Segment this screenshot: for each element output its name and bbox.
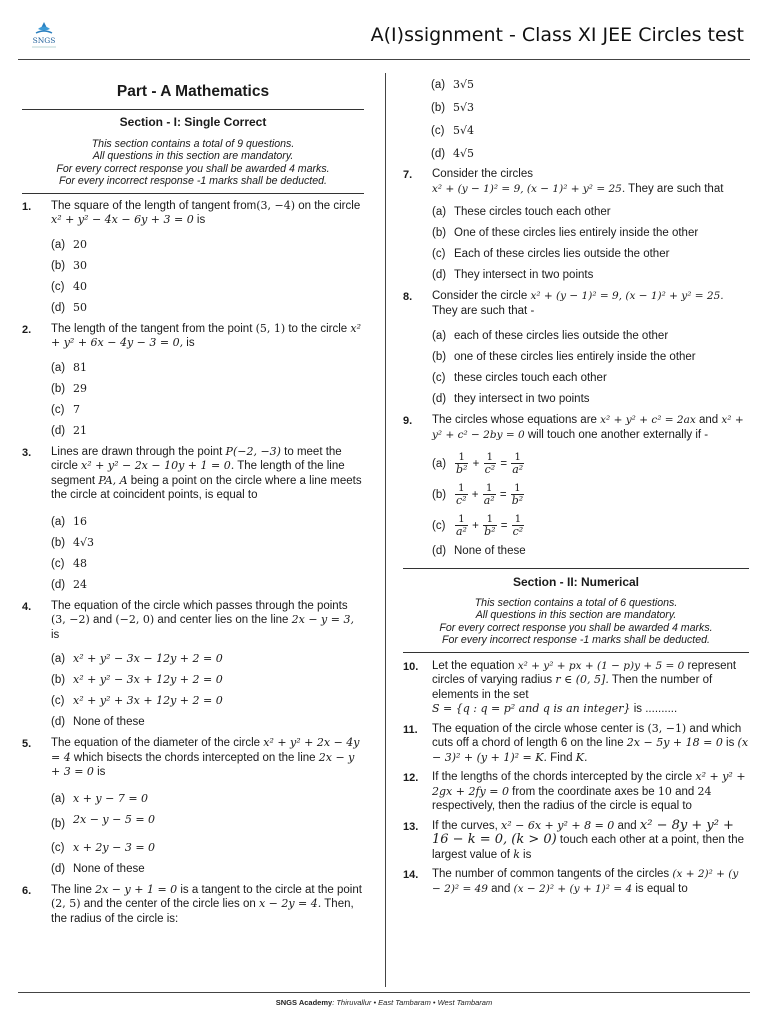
option-label: (d)	[51, 424, 66, 437]
option-label: (b)	[432, 227, 447, 239]
question-text: The circles whose equations are	[432, 414, 601, 426]
question-text: is	[93, 766, 106, 779]
option-a	[432, 329, 749, 343]
instruction-line: This section contains a total of 6 questions.	[474, 597, 678, 609]
question-7	[403, 167, 749, 282]
math-expr: (3, −2)	[51, 613, 90, 627]
option-value: x + 2y − 3 = 0	[73, 840, 156, 854]
math-expr: x² + y² + c² − 2by = 0	[432, 414, 744, 441]
math-expr: (x − 2)² + (y + 1)² = 4	[513, 882, 633, 895]
question-10	[403, 659, 749, 717]
question-text: They are such that	[625, 182, 724, 195]
question-13	[403, 819, 749, 863]
option-value: 50	[73, 300, 87, 314]
fraction	[511, 483, 524, 506]
option-value: They intersect in two points	[454, 269, 594, 281]
question-number: 9.	[403, 415, 413, 427]
option-label: (a)	[51, 653, 66, 666]
question-number: 12.	[403, 772, 419, 785]
option-d	[51, 862, 364, 876]
option-value: x + y − 7 = 0	[73, 791, 149, 805]
numerator: 1	[512, 514, 525, 526]
math-expr: x − 2y = 4.	[258, 897, 322, 911]
option-value: x² + y² − 3x − 12y + 2 = 0	[73, 652, 223, 666]
numerator: 1	[511, 483, 524, 495]
question-6-options	[403, 78, 749, 161]
question-text: and the center of the circle lies on	[80, 898, 259, 911]
section-rule	[403, 652, 749, 653]
math-expr: (x − 3)² + (y + 1)² = K.	[432, 736, 749, 764]
numerator: 1	[455, 514, 468, 526]
section1-title: Section - I: Single Correct	[119, 115, 267, 129]
denominator: b²	[484, 525, 496, 539]
math-expr: x² + (y − 1)² = 9, (x − 1)² + y² = 25.	[530, 290, 724, 302]
option-label: (b)	[51, 259, 66, 272]
option-label: (b)	[431, 102, 446, 114]
option-label: (d)	[51, 716, 66, 729]
option-label: (a)	[51, 238, 66, 251]
question-text: will touch one another externally if -	[524, 428, 709, 441]
question-2	[22, 322, 364, 438]
option-label: (d)	[432, 545, 447, 557]
option-a	[51, 238, 364, 252]
option-label: (d)	[51, 301, 66, 314]
option-value: they intersect in two points	[454, 393, 590, 405]
option-label: (b)	[51, 674, 66, 687]
math-expr: r ∈ (0, 5].	[555, 673, 609, 687]
question-number: 4.	[22, 600, 32, 613]
option-b	[51, 536, 364, 550]
option-label: (b)	[432, 489, 447, 501]
option-label: (c)	[51, 403, 65, 416]
fraction	[512, 514, 525, 537]
fraction	[483, 483, 496, 506]
question-text: is	[519, 848, 532, 861]
instruction-line: For every correct response you shall be awarded 4 marks.	[56, 162, 330, 175]
question-text: which bisects the chords intercepted on the line	[70, 751, 319, 764]
math-expr: k	[513, 847, 520, 861]
question-text: The equation of the circle whose center is	[432, 722, 648, 735]
fraction	[455, 452, 468, 475]
question-number: 6.	[22, 884, 32, 897]
option-label: (a)	[51, 361, 66, 374]
question-text: The line	[51, 883, 96, 896]
question-number: 13.	[403, 820, 419, 833]
question-text: on the circle	[295, 199, 361, 212]
math-expr: (3, −1)	[647, 721, 687, 735]
math-expr: 10	[657, 784, 672, 798]
option-d	[432, 392, 749, 406]
question-text: The square of the length of tangent from	[51, 199, 257, 212]
option-value: 5√4	[453, 124, 475, 137]
question-3	[22, 445, 364, 592]
fraction	[484, 452, 497, 475]
question-text: Find	[546, 751, 576, 764]
math-expr: (2, 5)	[51, 897, 81, 911]
option-value: 24	[73, 577, 87, 591]
math-expr: x² − 8y + y² + 16 − k = 0, (k > 0)	[432, 817, 734, 848]
question-14	[403, 867, 749, 896]
option-a: (a) $\frac{1}{\text{b²}}$ + $\frac{1}{\text{c²}}$ = $\frac{1}{\text{a²}}$	[432, 450, 749, 478]
instruction-line: This section contains a total of 9 questions.	[91, 138, 295, 150]
question-text: is ..........	[630, 703, 678, 716]
option-d	[432, 268, 749, 282]
option-label: (d)	[432, 269, 447, 281]
left-column	[22, 80, 364, 926]
math-expr: (x + 2)² + (y − 2)² = 49	[432, 868, 739, 895]
option-label: (b)	[51, 817, 66, 830]
math-expr: (−2, 0)	[115, 613, 155, 627]
option-value: 4√3	[73, 535, 95, 549]
option-c	[51, 280, 364, 294]
option-d	[432, 544, 749, 558]
question-text: respectively, then the radius of the circle is equal to	[432, 800, 692, 813]
fraction	[483, 514, 496, 537]
option-label: (a)	[432, 458, 447, 470]
math-expr: x² + y² + c² = 2ax	[600, 414, 696, 426]
numerator: 1	[483, 483, 496, 495]
question-text: Consider the circle	[432, 290, 531, 302]
instruction-line: For every incorrect response -1 marks shall be deducted.	[442, 634, 710, 647]
question-text: to meet the circle	[51, 445, 342, 473]
option-b	[432, 350, 749, 364]
option-value: 81	[73, 360, 87, 374]
math-expr: x² − 6x + y² + 8 = 0	[501, 818, 615, 832]
question-text: touch each other at a point, then the largest value of	[432, 834, 745, 861]
math-expr: x² + y² + px + (1 − p)y + 5 = 0	[517, 659, 685, 672]
option-b	[432, 226, 749, 240]
question-text: and which cuts off a chord of length 6 on the line	[432, 722, 742, 750]
math-expr: 2x − y + 1 = 0	[95, 882, 178, 896]
option-label: (d)	[51, 578, 66, 591]
option-value: x² + y² − 3x + 12y + 2 = 0	[73, 673, 223, 687]
question-text: Let the equation	[432, 659, 518, 672]
math-expr: x² + (y − 1)² = 9, (x − 1)² + y² = 25.	[432, 182, 626, 195]
option-label: (c)	[432, 372, 446, 384]
footer	[0, 998, 768, 1007]
question-text: is	[193, 214, 206, 227]
math-expr: 24	[697, 784, 712, 798]
footer-academy: SNGS Academy	[275, 998, 333, 1007]
math-expr: 2x − y + 3 = 0	[51, 750, 355, 779]
fraction	[511, 452, 524, 475]
option-label: (c)	[432, 248, 446, 260]
denominator: c²	[456, 494, 467, 508]
math-expr: 2x − 5y + 18 = 0	[626, 736, 723, 750]
option-value: one of these circles lies entirely inside the other	[454, 351, 696, 363]
option-a	[51, 652, 364, 666]
footer-locations: : Thiruvallur • East Tambaram • West Tambaram	[332, 998, 493, 1007]
section-rule	[22, 193, 364, 194]
instruction-line: For every correct response you shall be awarded 4 marks.	[439, 621, 713, 634]
option-label: (a)	[51, 515, 66, 528]
math-expr: x² + y² + 2gx + 2fy = 0	[432, 770, 746, 798]
option-label: (b)	[432, 351, 447, 363]
option-value: 3√5	[453, 78, 475, 91]
option-a	[51, 361, 364, 375]
numerator: 1	[484, 452, 497, 464]
denominator: a²	[483, 494, 495, 508]
question-text: is	[51, 628, 60, 641]
option-c	[432, 247, 749, 261]
option-d	[51, 715, 364, 729]
option-label: (a)	[432, 206, 447, 218]
question-number: 11.	[403, 723, 418, 736]
math-expr: (5, 1)	[255, 321, 286, 335]
document-title: A(I)ssignment - Class XI JEE Circles test	[370, 24, 744, 46]
question-11	[403, 722, 749, 766]
option-a	[432, 205, 749, 219]
question-text: to the circle	[285, 322, 351, 335]
option-value: These circles touch each other	[454, 206, 611, 218]
option-label: (b)	[51, 382, 66, 395]
section-rule	[22, 109, 364, 110]
question-number: 14.	[403, 869, 419, 882]
option-label: (c)	[51, 841, 65, 854]
right-column	[403, 78, 749, 896]
math-expr: x² + y² + 6x − 4y − 3 = 0,	[51, 321, 361, 350]
option-c: (c) $\frac{1}{\text{a²}}$ + $\frac{1}{\text{b²}}$ = $\frac{1}{\text{c²}}$	[432, 512, 749, 540]
question-text: is	[183, 337, 195, 350]
option-c	[51, 403, 364, 417]
option-value: 20	[73, 237, 87, 251]
instruction-line: All questions in this section are mandatory.	[475, 609, 677, 622]
question-6	[22, 883, 364, 927]
option-value: Each of these circles lies outside the other	[454, 248, 670, 260]
question-text: and center lies on the line	[154, 614, 292, 627]
denominator: b²	[511, 494, 524, 508]
option-c	[51, 841, 364, 855]
option-label: (c)	[51, 280, 65, 293]
question-number: 3.	[22, 446, 32, 459]
option-label: (b)	[51, 536, 66, 549]
question-number: 2.	[22, 323, 32, 336]
option-d	[51, 424, 364, 438]
header-rule	[18, 59, 750, 60]
fraction	[455, 514, 468, 537]
option-a	[51, 515, 364, 529]
math-expr: 2x − y = 3,	[291, 613, 354, 627]
option-value: 40	[73, 279, 87, 293]
option-label: (c)	[51, 695, 65, 708]
math-expr: x² + y² + 2x − 4y = 4	[51, 736, 360, 764]
math-expr: P(−2, −3)	[225, 444, 281, 458]
question-text: is	[722, 737, 738, 750]
question-text: The length of the line segment	[51, 460, 345, 487]
instruction-line: For every incorrect response -1 marks shall be deducted.	[59, 175, 327, 188]
option-d	[51, 301, 364, 315]
option-label: (d)	[432, 393, 447, 405]
question-1	[22, 199, 364, 315]
option-b	[51, 673, 364, 687]
option-c	[432, 371, 749, 385]
section-rule	[403, 568, 749, 569]
question-text: being a point on the circle where a line meets the circle at coincident points, is equal to	[51, 474, 362, 502]
option-c	[51, 694, 364, 708]
footer-rule	[18, 992, 750, 993]
question-9	[403, 413, 749, 558]
option-value: 48	[73, 556, 87, 570]
option-value: One of these circles lies entirely inside the other	[454, 227, 699, 239]
denominator: c²	[512, 525, 524, 539]
denominator: b²	[456, 463, 468, 477]
math-expr: x² + y² − 2x − 10y + 1 = 0.	[81, 459, 235, 473]
option-value: 30	[73, 258, 87, 272]
logo-text: SNGS	[32, 36, 56, 45]
option-value: None of these	[73, 862, 145, 875]
option-value: 7	[73, 402, 80, 416]
question-text: and	[487, 882, 514, 895]
option-b	[51, 259, 364, 273]
option-value: x² + y² + 3x + 12y + 2 = 0	[73, 694, 223, 708]
option-d	[51, 578, 364, 592]
option-label: (d)	[431, 148, 446, 160]
question-text: and	[695, 414, 722, 426]
denominator: a²	[456, 525, 467, 539]
math-expr: PA, A	[98, 473, 128, 487]
column-divider	[385, 73, 386, 987]
question-text: They are such that -	[432, 304, 535, 317]
option-label: (c)	[51, 557, 65, 570]
question-text: represent circles of varying radius	[432, 659, 737, 687]
option-a	[431, 78, 749, 92]
option-label: (a)	[51, 792, 66, 805]
section1-instructions	[22, 138, 364, 188]
numerator: 1	[511, 452, 524, 464]
question-text: and	[671, 785, 698, 798]
math-expr: K.	[575, 750, 588, 764]
question-number: 1.	[22, 200, 32, 213]
option-label: (a)	[432, 330, 447, 342]
numerator: 1	[455, 483, 468, 495]
question-text: The equation of the diameter of the circle	[51, 737, 264, 750]
sngs-logo	[26, 20, 62, 50]
option-label: (a)	[431, 79, 446, 91]
question-number: 10.	[403, 660, 419, 673]
question-text: The number of common tangents of the circles	[432, 868, 673, 881]
option-label: (d)	[51, 862, 66, 875]
question-number: 7.	[403, 169, 413, 181]
option-value: each of these circles lies outside the other	[454, 330, 669, 342]
question-5	[22, 736, 364, 876]
question-text: The equation of the circle which passes through the points	[51, 599, 348, 612]
question-8	[403, 289, 749, 406]
question-text: and	[614, 819, 640, 832]
option-a	[51, 792, 364, 806]
question-text: If the lengths of the chords intercepted by the circle	[432, 771, 696, 784]
question-text: Then the number of elements in the set	[432, 674, 713, 701]
option-value: None of these	[73, 716, 145, 729]
question-number: 8.	[403, 291, 413, 303]
question-4	[22, 599, 364, 730]
option-value: 4√5	[453, 147, 475, 160]
math-expr: S = {q : q = p² and q is an integer}	[432, 702, 631, 716]
question-12	[403, 770, 749, 814]
question-text: is a tangent to the circle at the point	[177, 883, 362, 896]
option-label: (c)	[432, 520, 446, 532]
section2-instructions	[403, 597, 749, 647]
math-expr: (3, −4)	[256, 198, 296, 212]
option-value: 21	[73, 423, 87, 437]
question-number: 5.	[22, 738, 32, 751]
question-text: Consider the circles	[432, 168, 533, 180]
option-d	[431, 147, 749, 161]
numerator: 1	[483, 514, 496, 526]
option-value: None of these	[454, 545, 526, 557]
option-value: 5√3	[453, 101, 475, 114]
question-text: from the coordinate axes be	[508, 785, 658, 798]
option-c	[431, 124, 749, 138]
option-b	[431, 101, 749, 115]
option-value: 16	[73, 514, 87, 528]
option-value: 2x − y − 5 = 0	[73, 812, 156, 826]
denominator: c²	[484, 463, 496, 477]
part-title: Part - A Mathematics	[116, 83, 270, 100]
section2-title: Section - II: Numerical	[512, 575, 640, 589]
option-value: 29	[73, 381, 87, 395]
option-c	[51, 557, 364, 571]
option-label: (c)	[431, 125, 445, 137]
instruction-line: All questions in this section are mandatory.	[92, 150, 294, 163]
question-text: Lines are drawn through the point	[51, 445, 226, 458]
question-text: is equal to	[632, 882, 688, 895]
fraction	[455, 483, 468, 506]
question-text: The length of the tangent from the point	[51, 322, 256, 335]
option-b	[51, 812, 364, 830]
question-text: If the curves,	[432, 819, 502, 832]
option-b: (b) $\frac{1}{\text{c²}}$ + $\frac{1}{\text{a²}}$ = $\frac{1}{\text{b²}}$	[432, 481, 749, 509]
question-text: and	[89, 614, 116, 627]
denominator: a²	[512, 463, 524, 477]
question-text: Then, the radius of the circle is:	[51, 898, 354, 925]
numerator: 1	[455, 452, 468, 464]
option-value: these circles touch each other	[454, 372, 607, 384]
option-b	[51, 382, 364, 396]
math-expr: x² + y² − 4x − 6y + 3 = 0	[51, 213, 194, 227]
